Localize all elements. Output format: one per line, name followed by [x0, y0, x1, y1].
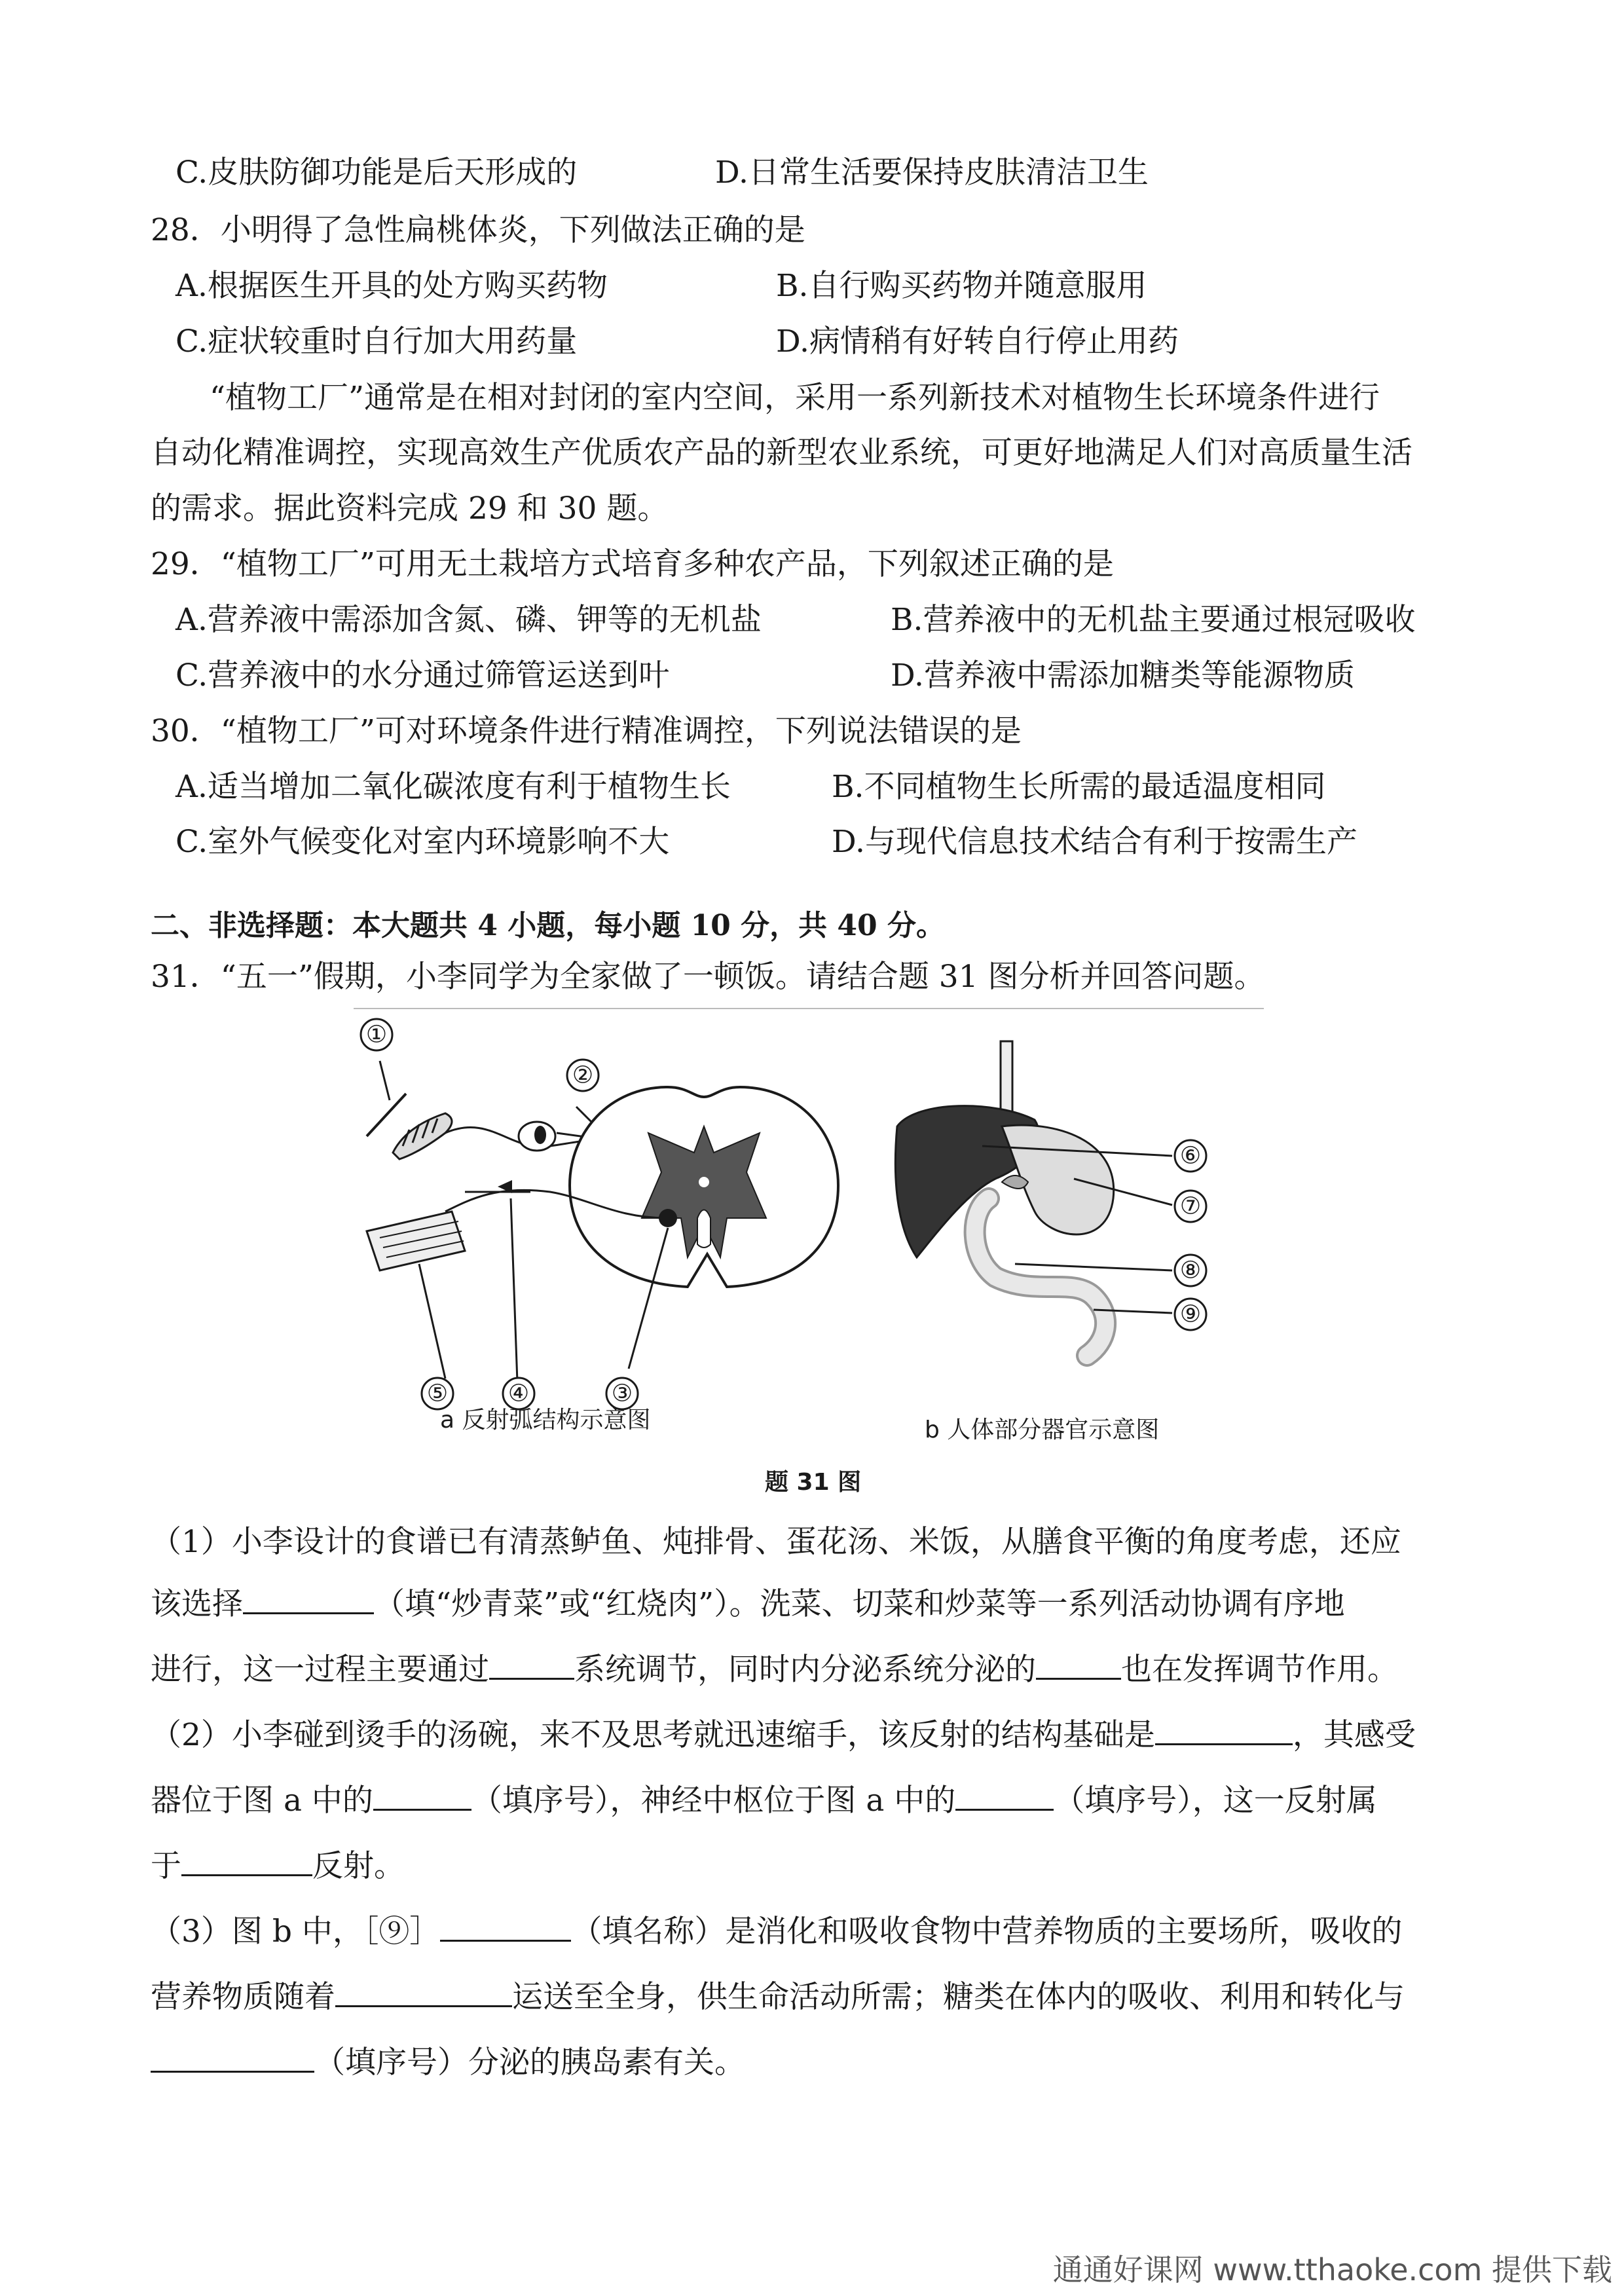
q31-part1-line2 [151, 1583, 1345, 1625]
q28-option-b: B.自行购买药物并随意服用 [776, 268, 1147, 304]
svg-text:②: ② [572, 1062, 594, 1089]
q31-part2-line2 [151, 1780, 1377, 1822]
q28-stem: 28．小明得了急性扁桃体炎，下列做法正确的是 [151, 212, 805, 248]
label-9 [1175, 1299, 1206, 1330]
q31-part1-text: 该选择 [151, 1586, 243, 1622]
svg-text:⑥: ⑥ [1179, 1142, 1202, 1170]
label-1 [361, 1019, 392, 1050]
answer-blank-1[interactable] [243, 1583, 374, 1614]
answer-blank-2[interactable] [489, 1649, 574, 1680]
q27-option-c: C.皮肤防御功能是后天形成的 [175, 155, 578, 191]
watermark: 通通好课网 www.tthaoke.com 提供下载 [1052, 2252, 1612, 2287]
q27-option-d: D.日常生活要保持皮肤清洁卫生 [715, 155, 1149, 191]
q31-part1-text: 也在发挥调节作用。 [1121, 1652, 1398, 1688]
section-2-heading: 二、非选择题：本大题共 4 小题，每小题 10 分，共 40 分。 [151, 909, 945, 942]
q28-option-c: C.症状较重时自行加大用药量 [175, 324, 578, 360]
q30-option-d: D.与现代信息技术结合有利于按需生产 [832, 824, 1357, 860]
svg-text:①: ① [365, 1021, 388, 1048]
q31-part1-text: 进行，这一过程主要通过 [151, 1652, 489, 1688]
svg-text:⑨: ⑨ [1179, 1301, 1202, 1328]
label-7 [1175, 1191, 1206, 1222]
q31-stem: 31．“五一”假期，小李同学为全家做了一顿饭。请结合题 31 图分析并回答问题。 [151, 959, 1265, 995]
caption-b: b 人体部分器官示意图 [925, 1416, 1160, 1443]
q31-part3-text: 运送至全身，供生命活动所需；糖类在体内的吸收、利用和转化与 [512, 1979, 1405, 2015]
q31-part1-line3 [151, 1649, 1398, 1691]
q31-part3-text: （填序号）分泌的胰岛素有关。 [314, 2045, 745, 2081]
svg-text:④: ④ [507, 1380, 530, 1407]
q30-option-b: B.不同植物生长所需的最适温度相同 [832, 769, 1326, 805]
answer-blank-5[interactable] [373, 1780, 471, 1811]
q28-option-a: A.根据医生开具的处方购买药物 [175, 268, 608, 304]
q31-part2-text: ，其感受 [1292, 1717, 1416, 1753]
q31-part2-text: 于 [151, 1848, 181, 1884]
label-6 [1175, 1140, 1206, 1172]
passage-line-3: 的需求。据此资料完成 29 和 30 题。 [151, 491, 669, 527]
reflex-arc-diagram [361, 1019, 838, 1409]
q29-option-d: D.营养液中需添加糖类等能源物质 [891, 657, 1355, 694]
q30-option-c: C.室外气候变化对室内环境影响不大 [175, 824, 670, 860]
answer-blank-4[interactable] [1155, 1714, 1293, 1745]
q31-part2-text: 反射。 [312, 1848, 405, 1884]
q31-part3-line3 [151, 2042, 745, 2084]
q31-part2-line1 [151, 1714, 1416, 1756]
q29-option-b: B.营养液中的无机盐主要通过根冠吸收 [891, 602, 1416, 638]
q29-stem: 29．“植物工厂”可用无土栽培方式培育多种农产品，下列叙述正确的是 [151, 546, 1114, 582]
answer-blank-6[interactable] [955, 1780, 1054, 1811]
q31-part3-line1 [151, 1911, 1402, 1953]
answer-blank-7[interactable] [181, 1845, 312, 1876]
q29-option-c: C.营养液中的水分通过筛管运送到叶 [175, 657, 670, 694]
q31-part1-text: 系统调节，同时内分泌系统分泌的 [574, 1652, 1036, 1688]
answer-blank-9[interactable] [335, 1976, 512, 2007]
q31-part3-text: （填名称）是消化和吸收食物中营养物质的主要场所，吸收的 [571, 1914, 1403, 1950]
receptor-shape [393, 1113, 452, 1159]
q31-part2-line3 [151, 1845, 405, 1887]
q31-part2-text: 器位于图 a 中的 [151, 1783, 373, 1819]
q31-part1-line1: （1）小李设计的食谱已有清蒸鲈鱼、炖排骨、蛋花汤、米饭，从膳食平衡的角度考虑，还应 [151, 1524, 1401, 1560]
q31-part1-text: （填“炒青菜”或“红烧肉”）。洗菜、切菜和炒菜等一系列活动协调有序地 [374, 1586, 1345, 1622]
answer-blank-10[interactable] [151, 2042, 314, 2073]
svg-text:⑧: ⑧ [1179, 1257, 1202, 1284]
q31-part2-text: （填序号），神经中枢位于图 a 中的 [471, 1783, 956, 1819]
effector-shape [367, 1212, 465, 1270]
svg-text:③: ③ [611, 1380, 633, 1407]
passage-line-1: “植物工厂”通常是在相对封闭的室内空间，采用一系列新技术对植物生长环境条件进行 [210, 380, 1380, 416]
digestive-organs-diagram [895, 1041, 1206, 1356]
figure-caption: 题 31 图 [765, 1469, 862, 1496]
q28-option-d: D.病情稍有好转自行停止用药 [776, 324, 1179, 360]
answer-blank-3[interactable] [1036, 1649, 1121, 1680]
q31-part2-text: （2）小李碰到烫手的汤碗，来不及思考就迅速缩手，该反射的结构基础是 [151, 1717, 1155, 1753]
label-8 [1175, 1255, 1206, 1286]
q31-part2-text: （填序号），这一反射属 [1054, 1783, 1377, 1819]
svg-text:⑤: ⑤ [426, 1380, 449, 1407]
answer-blank-8[interactable] [440, 1911, 571, 1942]
q31-part3-text: （3）图 b 中，［⑨］ [151, 1914, 441, 1950]
q29-option-a: A.营养液中需添加含氮、磷、钾等的无机盐 [175, 602, 762, 638]
q31-part3-text: 营养物质随着 [151, 1979, 335, 2015]
q30-option-a: A.适当增加二氧化碳浓度有利于植物生长 [175, 769, 731, 805]
caption-a: a 反射弧结构示意图 [440, 1407, 651, 1434]
svg-text:⑦: ⑦ [1179, 1193, 1202, 1220]
label-2 [567, 1060, 599, 1091]
q30-stem: 30．“植物工厂”可对环境条件进行精准调控，下列说法错误的是 [151, 713, 1022, 749]
passage-line-2: 自动化精准调控，实现高效生产优质农产品的新型农业系统，可更好地满足人们对高质量生活 [151, 435, 1412, 471]
q31-part3-line2 [151, 1976, 1405, 2018]
